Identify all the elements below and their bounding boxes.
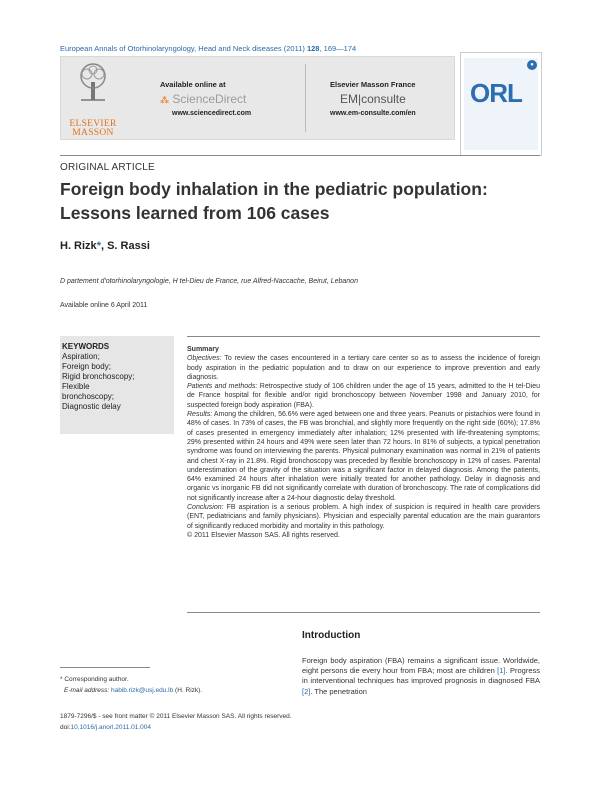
journal-cover-title: ORL bbox=[470, 78, 522, 108]
abstract-conclusion bbox=[187, 503, 540, 531]
introduction-text bbox=[302, 656, 540, 697]
journal-citation bbox=[60, 44, 356, 53]
abstract-bottom-rule bbox=[187, 612, 540, 613]
author-rest: , S. Rassi bbox=[100, 240, 150, 252]
sciencedirect-logo-text: ScienceDirect bbox=[172, 92, 247, 106]
banner-divider bbox=[305, 64, 306, 132]
article-title: Foreign body inhalation in the pediatric population: Lessons learned from 106 cases bbox=[60, 179, 488, 223]
em-consulte-logo: EM|consulte bbox=[340, 92, 406, 106]
methods-label: Patients and methods: bbox=[187, 383, 258, 391]
keyword: Foreign body; bbox=[62, 362, 111, 371]
email-label: E-mail address: bbox=[64, 687, 110, 694]
footnote-rule bbox=[60, 667, 150, 668]
footnote bbox=[60, 674, 202, 696]
front-matter bbox=[60, 711, 292, 733]
elsevier-wordmark: ELSEVIER MASSON bbox=[69, 119, 117, 138]
elsevier-tree-icon bbox=[73, 62, 113, 102]
doi-line bbox=[60, 722, 292, 733]
keywords-list bbox=[62, 352, 172, 412]
email-line bbox=[60, 685, 202, 696]
em-consulte-url[interactable]: www.em-consulte.com/en bbox=[330, 110, 416, 117]
abstract bbox=[187, 345, 540, 540]
doi-label: doi: bbox=[60, 724, 71, 731]
abstract-results bbox=[187, 410, 540, 503]
keyword: bronchoscopy; bbox=[62, 392, 115, 401]
results-text: Among the children, 56.6% were aged between one and three years. Peanuts or pistachios were found in 48% of cases. In 73% of cases, the FB was bronchial, and slightly more frequently on the right side (60%); 17.8% of cases presented in emergency immediately after inhalation; 12% presented with life-threatening symptoms; 29% presented within 24 hours and 49% were seen later than 72 hours. In 81% of subjects, a typical penetration syndrome was found on interviewing the parents. Physical pulmonary examination was normal in 21% of patients and chest X-ray in 21.8%. Rigid bronchoscopy was preceded by flexible bronchoscopy in 12% of cases. Parental underestimation of the gravity of the situation was a significant factor in delayed diagnosis. Among the patients, 64% examined 24 hours after inhalation were initially treated for another pathology. Delay in diagnosis and organic vs inorganic FB did not significantly correlate with duration of bronchoscopy. The rate of complications did not significantly increase after a 24-hour diagnostic delay threshold. bbox=[187, 411, 540, 502]
keyword: Diagnostic delay bbox=[62, 402, 121, 411]
email-suffix: (H. Rizk). bbox=[173, 687, 203, 694]
keywords-heading: KEYWORDS bbox=[62, 342, 110, 351]
intro-text-1: Foreign body aspiration (FBA) remains a significant issue. Worldwide, eight persons die every hour from FBA; most are children bbox=[302, 656, 540, 676]
introduction-heading: Introduction bbox=[302, 630, 361, 641]
available-online-label: Available online at bbox=[160, 80, 226, 89]
sciencedirect-logo bbox=[160, 92, 246, 106]
abstract-copyright: © 2011 Elsevier Masson SAS. All rights reserved. bbox=[187, 531, 340, 539]
author-first: H. Rizk bbox=[60, 240, 97, 252]
journal-name: European Annals of Otorhinolaryngology, Head and Neck diseases (2011) bbox=[60, 44, 305, 53]
elsevier-masson-france-label: Elsevier Masson France bbox=[330, 80, 416, 89]
cover-badge-icon: ● bbox=[527, 60, 537, 70]
citation-link[interactable]: [2] bbox=[302, 686, 311, 696]
intro-text-2: . Progress in interventional techniques has improved prognosis in diagnosed FBA bbox=[302, 666, 540, 686]
sciencedirect-url[interactable]: www.sciencedirect.com bbox=[172, 110, 252, 117]
article-authors bbox=[60, 240, 150, 252]
article-section: ORIGINAL ARTICLE bbox=[60, 162, 155, 173]
objectives-text: To review the cases encountered in a tertiary care center so as to assess the incidence of foreign body aspiration in the pediatric population and to draw on our experience to improve prevention and early diagnosis. bbox=[187, 355, 540, 381]
email-link[interactable]: habib.rizk@usj.edu.lb bbox=[110, 687, 174, 694]
abstract-objectives bbox=[187, 354, 540, 382]
abstract-heading: Summary bbox=[187, 346, 219, 353]
journal-pages: , 169—174 bbox=[319, 44, 357, 53]
keyword: Aspiration; bbox=[62, 352, 100, 361]
keyword: Rigid bronchoscopy; bbox=[62, 372, 135, 381]
abstract-top-rule bbox=[187, 336, 540, 337]
conclusion-text: FB aspiration is a serious problem. A high index of suspicion is required in health care providers (ENT, pediatricians and family physicians). Physician and especially parental education are the main guarantors of significantly reduced morbidity and mortality in this pathology. bbox=[187, 504, 540, 530]
issn-line: 1879-7296/$ - see front matter © 2011 Elsevier Masson SAS. All rights reserved. bbox=[60, 713, 292, 720]
intro-text-3: . The penetration bbox=[310, 686, 367, 696]
citation-link[interactable]: [1] bbox=[497, 666, 506, 676]
corresponding-author-note: * Corresponding author. bbox=[60, 676, 129, 683]
doi-link[interactable]: 10.1016/j.anorl.2011.01.004 bbox=[70, 724, 151, 731]
header-rule bbox=[60, 155, 540, 156]
results-label: Results: bbox=[187, 411, 213, 419]
abstract-methods bbox=[187, 382, 540, 410]
conclusion-label: Conclusion: bbox=[187, 504, 224, 512]
available-online-date: Available online 6 April 2011 bbox=[60, 302, 148, 309]
methods-text: Retrospective study of 106 children under the age of 15 years, admitted to the H tel-Dieu de France hospital for flexible and/or rigid bronchoscopy between November 1998 and January 2010, for suspected foreign body aspiration (FBA). bbox=[187, 383, 540, 409]
corresponding-author-mark[interactable]: * bbox=[96, 240, 101, 252]
affiliation: D partement d'otorhinolaryngologie, H tel-Dieu de France, rue Alfred-Naccache, Beirut, Lebanon bbox=[60, 278, 358, 285]
keyword: Flexible bbox=[62, 382, 90, 391]
journal-volume: 128 bbox=[306, 44, 320, 53]
objectives-label: Objectives: bbox=[187, 355, 222, 363]
sciencedirect-dots-icon: ⁂ bbox=[160, 95, 169, 105]
